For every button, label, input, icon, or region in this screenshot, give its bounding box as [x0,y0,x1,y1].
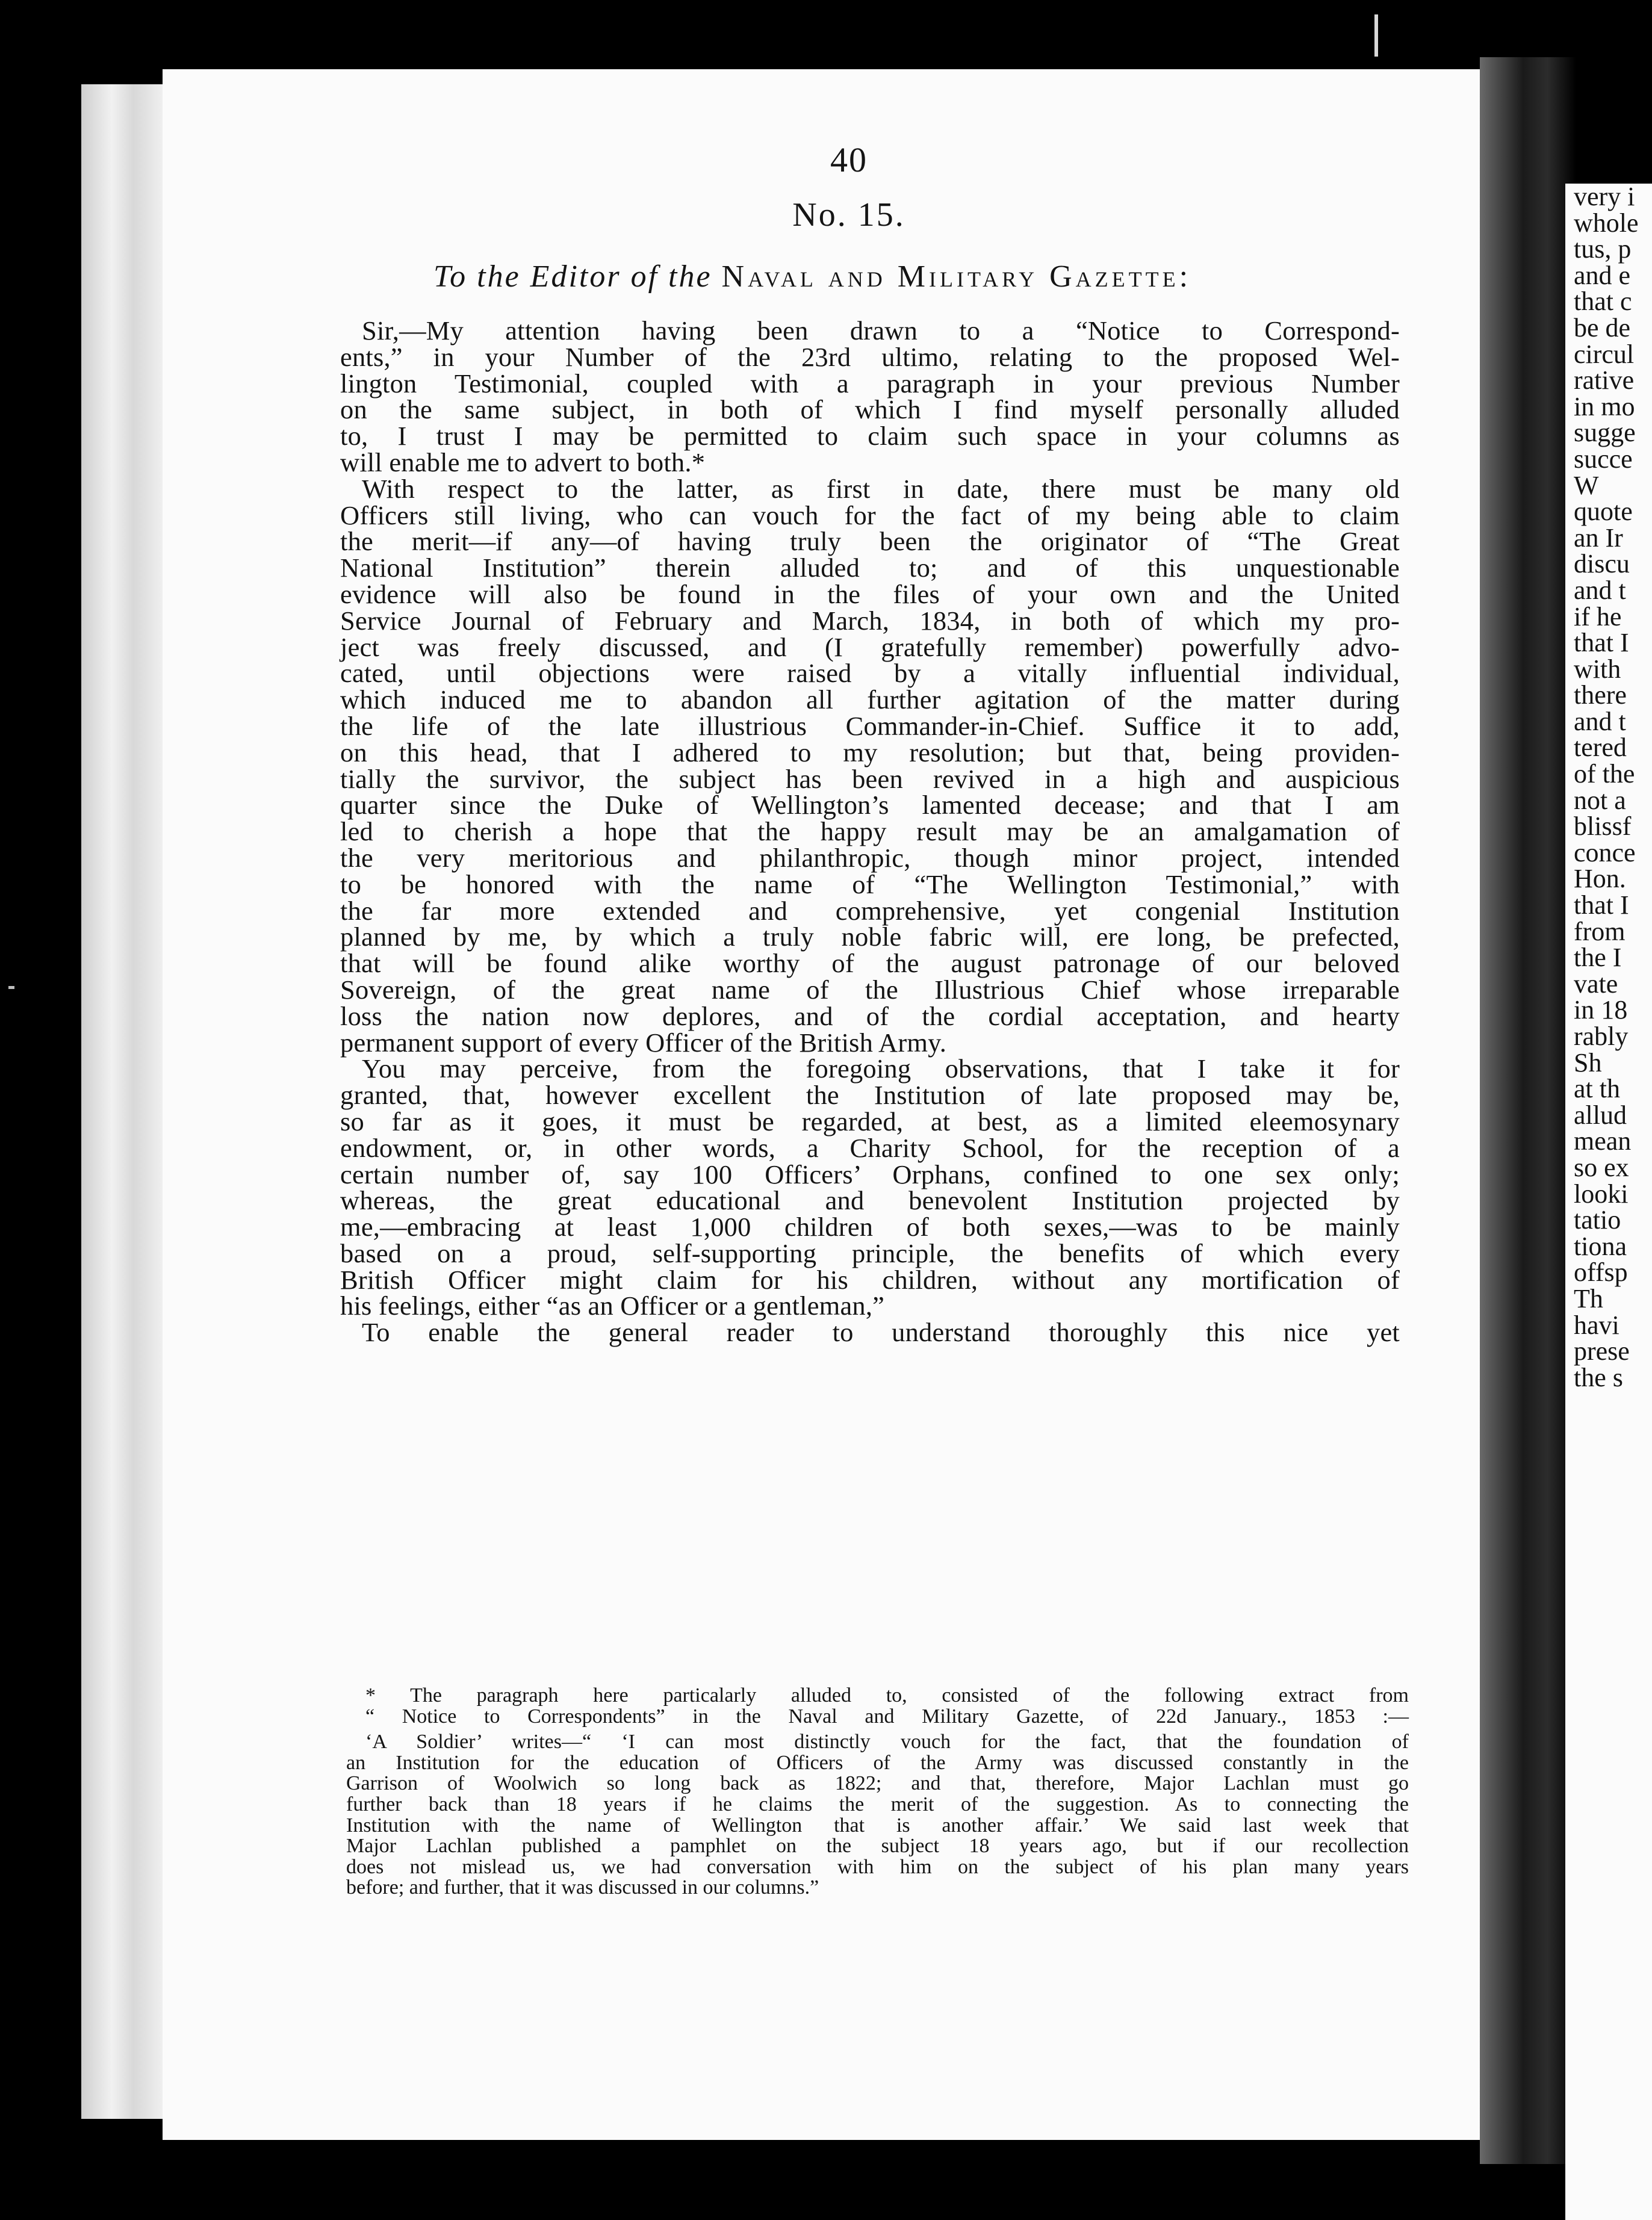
facing-page-line: and e [1574,260,1631,290]
facing-page-line: tatio [1574,1205,1621,1235]
footnote-line: does not mislead us, we had conversation with him on the subject of his plan many years [346,1855,1409,1878]
text-line: You may perceive, from the foregoing observations, that I take it for [362,1053,1400,1084]
facing-page-line: havi [1574,1310,1619,1340]
scan-dot [8,986,14,989]
facing-page-line: blissf [1574,811,1632,842]
facing-page-line: the s [1574,1362,1623,1392]
facing-page-line: prese [1574,1336,1630,1366]
footnote-line: Institution with the name of Wellington that is another affair.’ We said last week that [346,1814,1409,1837]
text-line: based on a proud, self-supporting principle, the benefits of which every [340,1238,1400,1268]
text-line: tially the survivor, the subject has been revived in a high and auspicious [340,763,1400,794]
facing-page-line: mean [1574,1126,1632,1156]
text-line: Sir,—My attention having been drawn to a “Notice to Correspond- [362,315,1400,346]
page-edge [81,84,169,2119]
footnote-line: * The paragraph here particalarly alluded to, consisted of the following extract from [365,1684,1409,1707]
text-line: to, I trust I may be permitted to claim such space in your columns as [340,421,1400,451]
text-line: Sovereign, of the great name of the Illustrious Chief whose irreparable [340,974,1400,1005]
footnote-line: Major Lachlan published a pamphlet on the subject 18 years ago, but if our recollection [346,1835,1409,1858]
facing-page-line: Hon. [1574,864,1626,894]
text-line: lington Testimonial, coupled with a paragraph in your previous Number [340,368,1400,398]
facing-page-line: be de [1574,312,1631,343]
scan-mark [1374,14,1378,57]
facing-page-line: quote [1574,497,1633,527]
facing-page-line: allud [1574,1100,1627,1130]
facing-page-line: discu [1574,549,1630,579]
facing-page-line: in mo [1574,391,1635,421]
text-line: ents,” in your Number of the 23rd ultimo, relating to the proposed Wel- [340,341,1400,372]
footnote-line: Garrison of Woolwich so long back as 1822; and that, therefore, Major Lachlan must go [346,1772,1409,1795]
facing-page-line: if he [1574,601,1622,631]
text-line: ject was freely discussed, and (I gratefully remember) powerfully advo- [340,631,1400,662]
facing-page-line: vate [1574,969,1618,999]
facing-page-line: from [1574,916,1626,946]
facing-page-line: Sh [1574,1047,1602,1077]
text-line: the life of the late illustrious Commander-in-Chief. Suffice it to add, [340,710,1400,741]
footnote-line: further back than 18 years if he claims the merit of the suggestion. As to connecting the [346,1793,1409,1815]
facing-page-line: an Ir [1574,522,1623,553]
facing-page-line: circul [1574,339,1635,369]
facing-page-line: offsp [1574,1257,1628,1288]
text-line: Service Journal of February and March, 1834, in both of which my pro- [340,605,1400,636]
facing-page-line: there [1574,680,1627,710]
facing-page-line: succe [1574,444,1633,474]
facing-page-line: W [1574,470,1599,500]
text-line: quarter since the Duke of Wellington’s lamented decease; and that I am [340,790,1400,820]
facing-page-line: of the [1574,759,1635,789]
text-line: on this head, that I adhered to my resolution; but that, being providen- [340,737,1400,767]
text-line: the far more extended and comprehensive, yet congenial Institution [340,895,1400,926]
section-number: No. 15. [792,196,905,234]
facing-page-line: rative [1574,365,1635,395]
text-line: the very meritorious and philanthropic, though minor project, intended [340,842,1400,873]
footnote [346,1685,1409,1899]
facing-page-line: tiona [1574,1231,1627,1261]
salutation-prefix: To the Editor of the [433,259,712,294]
book-gutter [1480,57,1576,2164]
text-line: To enable the general reader to understand thoroughly this nice yet [362,1317,1400,1348]
text-line: whereas, the great educational and benevolent Institution projected by [340,1185,1400,1216]
footnote-line: an Institution for the education of Officers of the Army was discussed constantly in the [346,1751,1409,1774]
facing-page-line: very i [1574,184,1635,211]
facing-page-line: whole [1574,208,1639,238]
text-line: loss the nation now deplores, and of the cordial acceptation, and hearty [340,1000,1400,1031]
text-line: With respect to the latter, as first in date, there must be many old [362,473,1400,504]
text-line: to be honored with the name of “The Wellington Testimonial,” with [340,869,1400,899]
facing-page-line: at th [1574,1074,1620,1104]
facing-page-line: sugge [1574,418,1636,448]
facing-page-line: that c [1574,287,1632,317]
text-line: endowment, or, in other words, a Charity School, for the reception of a [340,1132,1400,1163]
text-line: on the same subject, in both of which I find myself personally alluded [340,394,1400,425]
facing-page-line: so ex [1574,1152,1629,1182]
page-number: 40 [830,140,868,179]
facing-page-line: conce [1574,837,1636,867]
facing-page-line: that I [1574,890,1629,920]
facing-page-line: tered [1574,733,1627,763]
facing-page-line: Th [1574,1283,1603,1313]
text-line: certain number of, say 100 Officers’ Orphans, confined to one sex only; [340,1159,1400,1189]
text-line: the merit—if any—of having truly been the originator of “The Great [340,526,1400,557]
facing-page-line: in 18 [1574,995,1628,1025]
text-line: permanent support of every Officer of the British Army. [340,1027,947,1058]
facing-page-line: rably [1574,1022,1629,1051]
text-line: evidence will also be found in the files of your own and the United [340,578,1400,609]
letter-salutation [433,259,1337,294]
text-line: Officers still living, who can vouch for the fact of my being able to claim [340,500,1400,530]
facing-page-line: the I [1574,943,1622,973]
facing-page-line: and t [1574,575,1626,605]
footnote-line: “ Notice to Correspondents” in the Naval and Military Gazette, of 22d January., 1853 :— [365,1705,1409,1728]
salutation-publication: Naval and Military Gazette: [721,259,1192,294]
text-line: granted, that, however excellent the Institution of late proposed may be, [340,1080,1400,1111]
text-line: his feelings, either “as an Officer or a gentleman,” [340,1291,885,1321]
text-line: British Officer might claim for his children, without any mortification of [340,1264,1400,1295]
facing-page-line: looki [1574,1179,1629,1209]
facing-page-line: that I [1574,628,1629,658]
text-line: cated, until objections were raised by a vitally influential individual, [340,658,1400,689]
text-line: me,—embracing at least 1,000 children of both sexes,—was to be mainly [340,1212,1400,1242]
footnote-line: ‘A Soldier’ writes—“ ‘I can most distinctly vouch for the fact, that the foundation of [365,1731,1409,1753]
text-line: which induced me to abandon all further agitation of the matter during [340,684,1400,715]
text-line: planned by me, by which a truly noble fabric will, ere long, be prefected, [340,922,1400,952]
footnote-line: before; and further, that it was discussed in our columns.” [346,1876,819,1899]
text-line: National Institution” therein alluded to; and of this unquestionable [340,553,1400,583]
facing-page-line: and t [1574,706,1626,736]
facing-page-line: not a [1574,785,1626,815]
facing-page-line: tus, p [1574,234,1632,264]
letter-body [340,315,1400,1348]
text-line: so far as it goes, it must be regarded, at best, as a limited eleemosynary [340,1106,1400,1136]
text-line: will enable me to advert to both.* [340,447,706,477]
text-line: led to cherish a hope that the happy result may be an amalgamation of [340,816,1400,847]
text-line: that will be found alike worthy of the august patronage of our beloved [340,948,1400,979]
facing-page [1565,184,1652,2220]
facing-page-line: with [1574,654,1621,684]
